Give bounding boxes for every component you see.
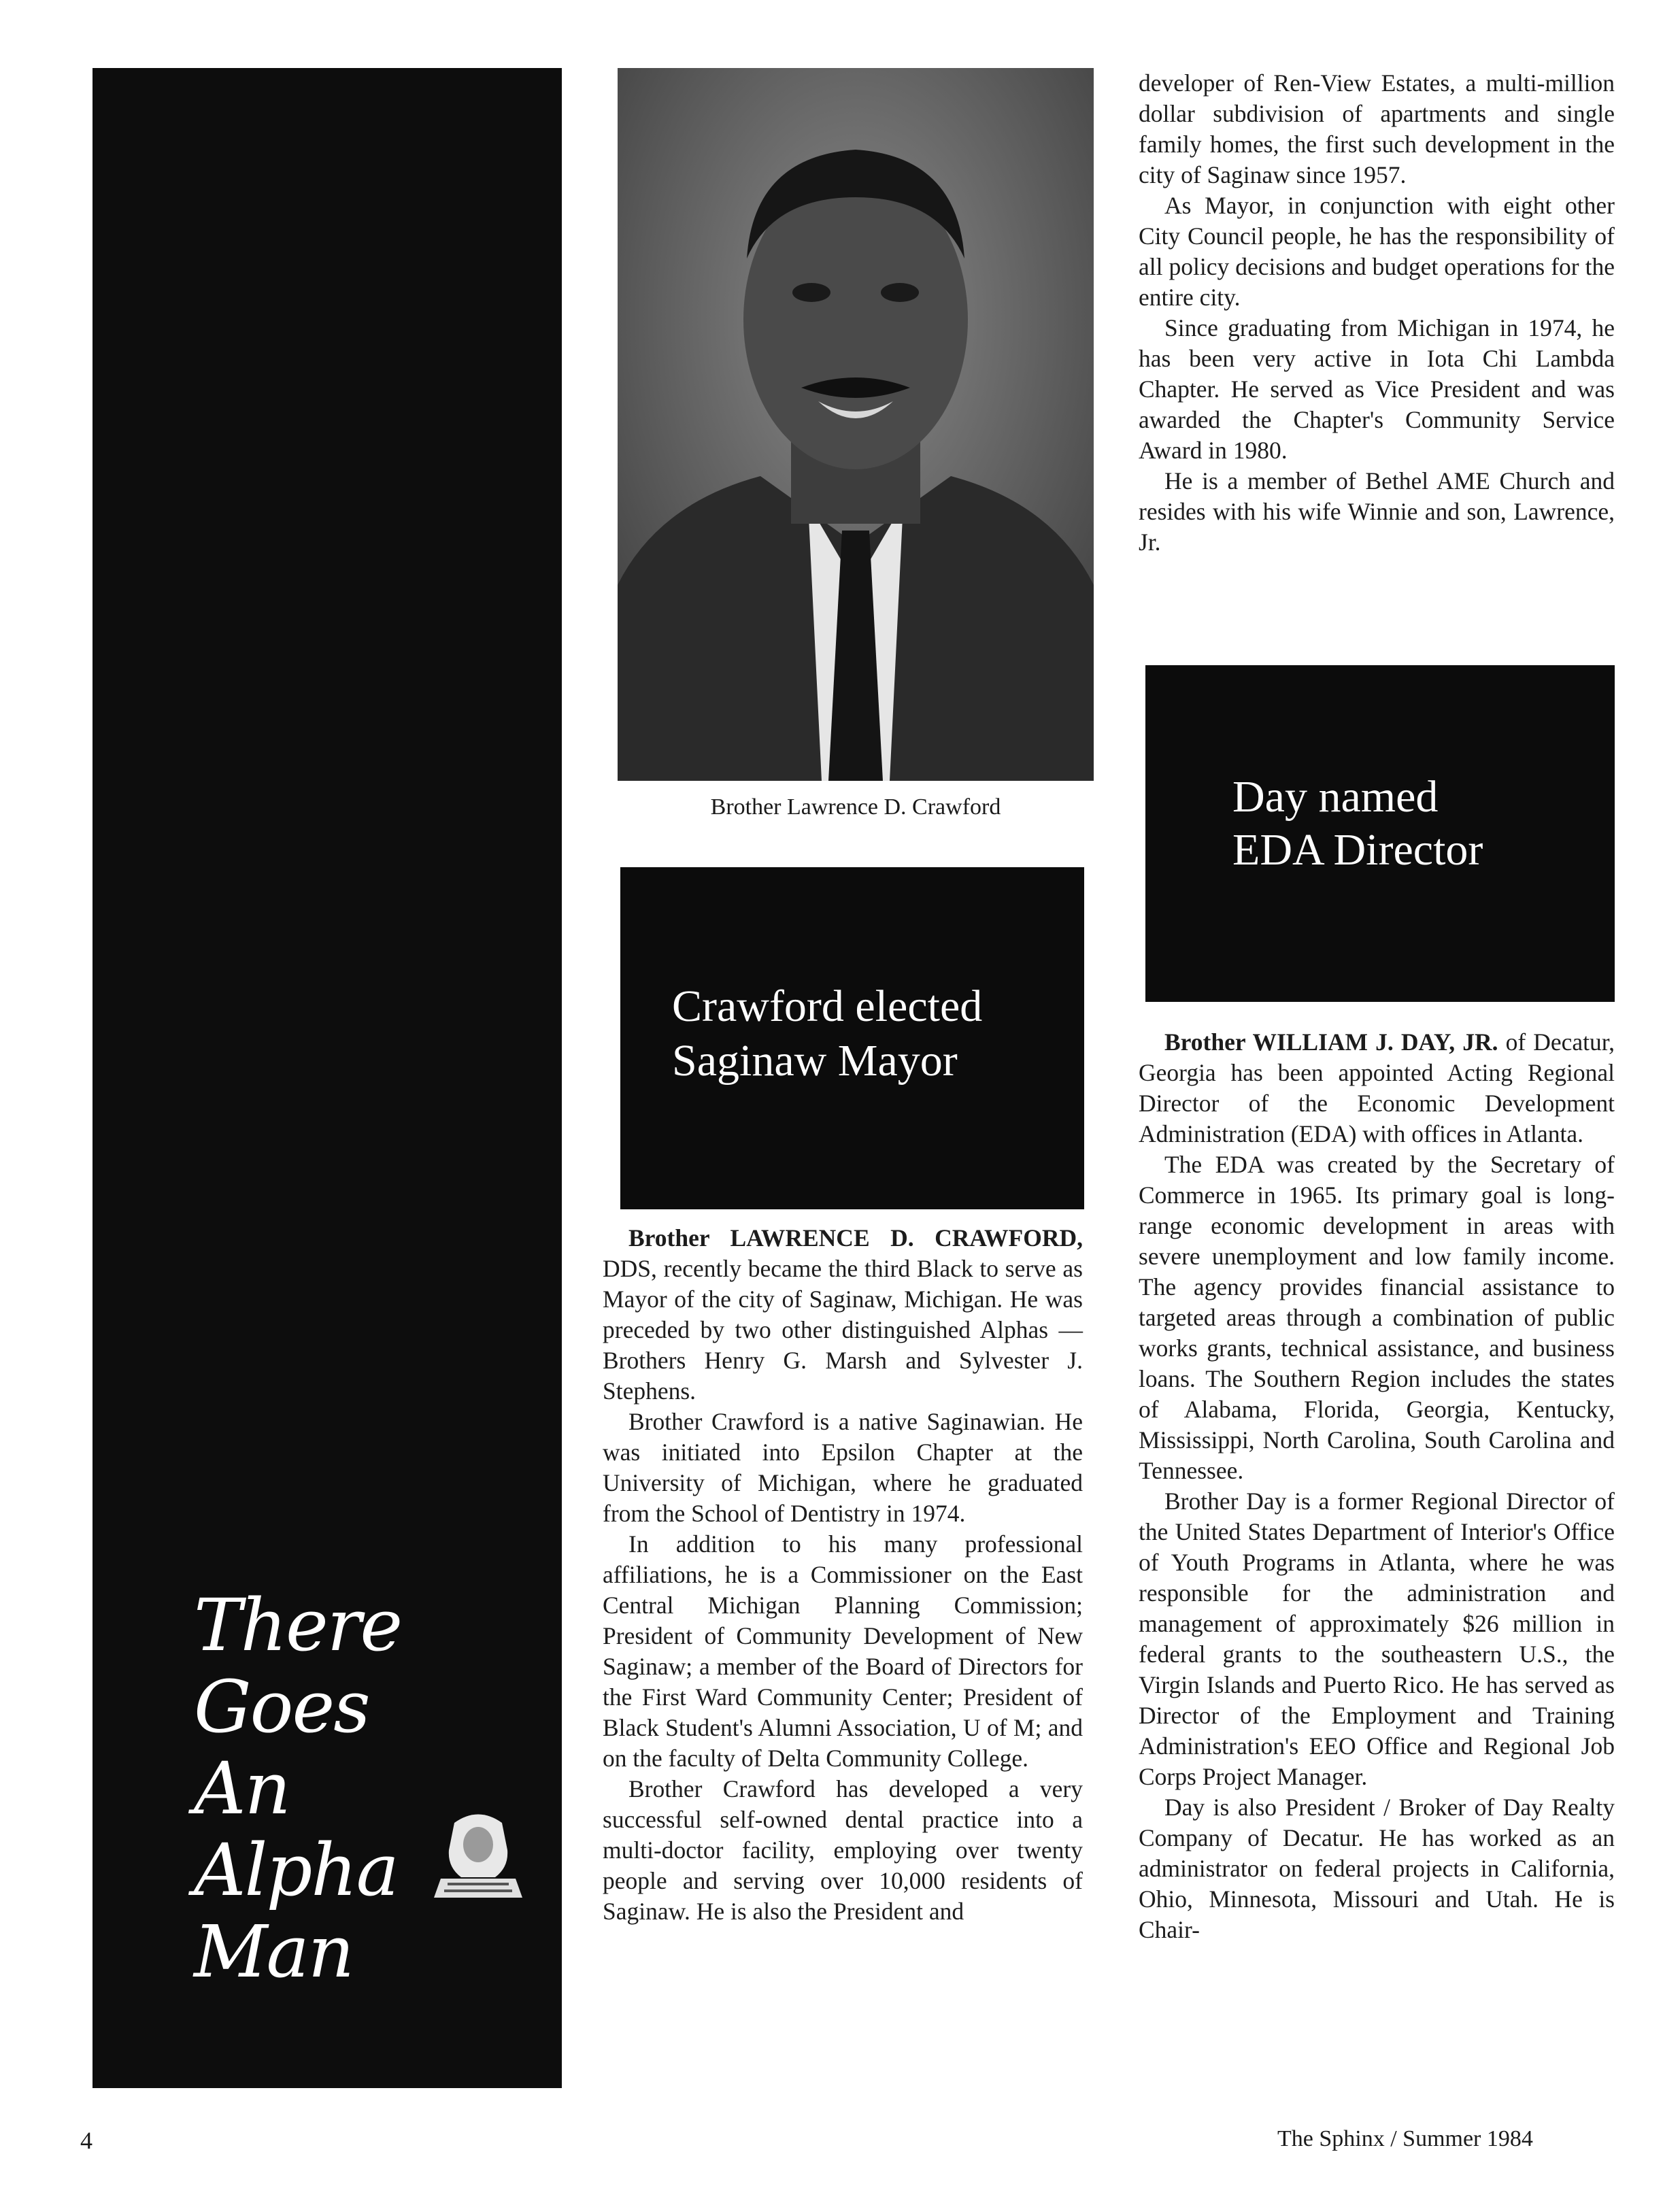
article-paragraph: Brother Crawford has developed a very successful self-owned dental practice into a multi-doctor facility, employing over twenty people and serving over 10,000 residents of Saginaw. He is also the President and <box>603 1775 1083 1925</box>
lead-name: LAWRENCE D. CRAWFORD, <box>730 1224 1083 1251</box>
lead-prefix: Brother <box>1164 1028 1245 1056</box>
article-paragraph: developer of Ren-View Estates, a multi-million dollar subdivision of apartments and single family homes, the first such development in the city of Saginaw since 1957. <box>1139 69 1615 188</box>
headline-box-day <box>1145 665 1615 1002</box>
photo-caption: Brother Lawrence D. Crawford <box>710 794 1001 820</box>
slogan-line: An <box>194 1747 290 1830</box>
lead-prefix: Brother <box>628 1224 709 1251</box>
headline-line: Saginaw Mayor <box>672 1036 958 1086</box>
article-paragraph: The EDA was created by the Secretary of Commerce in 1965. Its primary goal is long-range economic development in areas with severe unemployment and low family income. The agency provides financial assistance to targeted areas through a combination of public works grants, technical assistance, and business loans. The Southern Region includes the states of Alabama, Florida, Georgia, Kentucky, Mississippi, North Carolina, South Carolina and Tennessee. <box>1139 1151 1615 1484</box>
article-paragraph: As Mayor, in conjunction with eight other City Council people, he has the responsibility of all policy decisions and budget operations for the entire city. <box>1139 192 1615 311</box>
article-paragraph: Since graduating from Michigan in 1974, he has been very active in Iota Chi Lambda Chapter. He served as Vice President and was awarded the Chapter's Community Service Award in 1980. <box>1139 314 1615 464</box>
headline-line: EDA Director <box>1232 825 1483 875</box>
lead-name: WILLIAM J. DAY, JR. <box>1252 1028 1498 1056</box>
article-day-body <box>1139 1027 1615 1945</box>
headline-day <box>1232 771 1483 877</box>
article-crawford-body <box>603 1223 1083 1927</box>
slogan-line: Goes <box>194 1665 369 1749</box>
banner-slogan <box>194 1585 548 1993</box>
article-paragraph: Brother Day is a former Regional Director of the United States Department of Interior's Office of Youth Programs in Atlanta, where he was responsible for the administration and management of approximately $26 million in federal grants to the southeastern U.S., the Virgin Islands and Puerto Rico. He has served as Director of the Employment and Training Administration's EEO Office and Regional Job Corps Project Manager. <box>1139 1488 1615 1790</box>
article-paragraph: He is a member of Bethel AME Church and resides with his wife Winnie and son, Lawrence, Jr. <box>1139 467 1615 556</box>
article-paragraph: Day is also President / Broker of Day Realty Company of Decatur. He has worked as an administrator on federal projects in California, Ohio, Minnesota, Missouri and Utah. He is Chair- <box>1139 1794 1615 1943</box>
paragraph-text: DDS, recently became the third Black to serve as Mayor of the city of Saginaw, Michigan. He was preceded by two other distinguished Alphas — Brothers Henry G. Marsh and Sylvester J. Stephens. <box>603 1255 1083 1405</box>
headline-box-crawford <box>620 867 1084 1209</box>
running-footer: The Sphinx / Summer 1984 <box>1277 2126 1533 2151</box>
article-crawford-continued <box>1139 68 1615 558</box>
headline-line: Crawford elected <box>672 981 983 1031</box>
sphinx-icon <box>427 1802 529 1904</box>
article-paragraph: Brother Crawford is a native Saginawian. He was initiated into Epsilon Chapter at the University of Michigan, where he graduated from the School of Dentistry in 1974. <box>603 1408 1083 1527</box>
headline-line: Day named <box>1232 772 1439 822</box>
slogan-line: There <box>194 1583 402 1667</box>
portrait-photo <box>618 68 1094 781</box>
article-paragraph <box>603 1223 1083 1407</box>
paragraph-text: of Decatur, Georgia has been appointed Acting Regional Director of the Economic Development Administration (EDA) with offices in Atlanta. <box>1139 1028 1615 1147</box>
article-paragraph: In addition to his many professional affiliations, he is a Commissioner on the East Central Michigan Planning Commission; President of Community Development of New Saginaw; a member of the Board of Directors for the First Ward Community Center; President of Black Student's Alumni Association, U of M; and on the faculty of Delta Community College. <box>603 1530 1083 1772</box>
page-number: 4 <box>80 2127 93 2154</box>
slogan-line: Man <box>194 1910 354 1994</box>
article-paragraph <box>1139 1027 1615 1149</box>
headline-crawford <box>672 979 982 1088</box>
slogan-line: Alpha <box>194 1828 398 1912</box>
